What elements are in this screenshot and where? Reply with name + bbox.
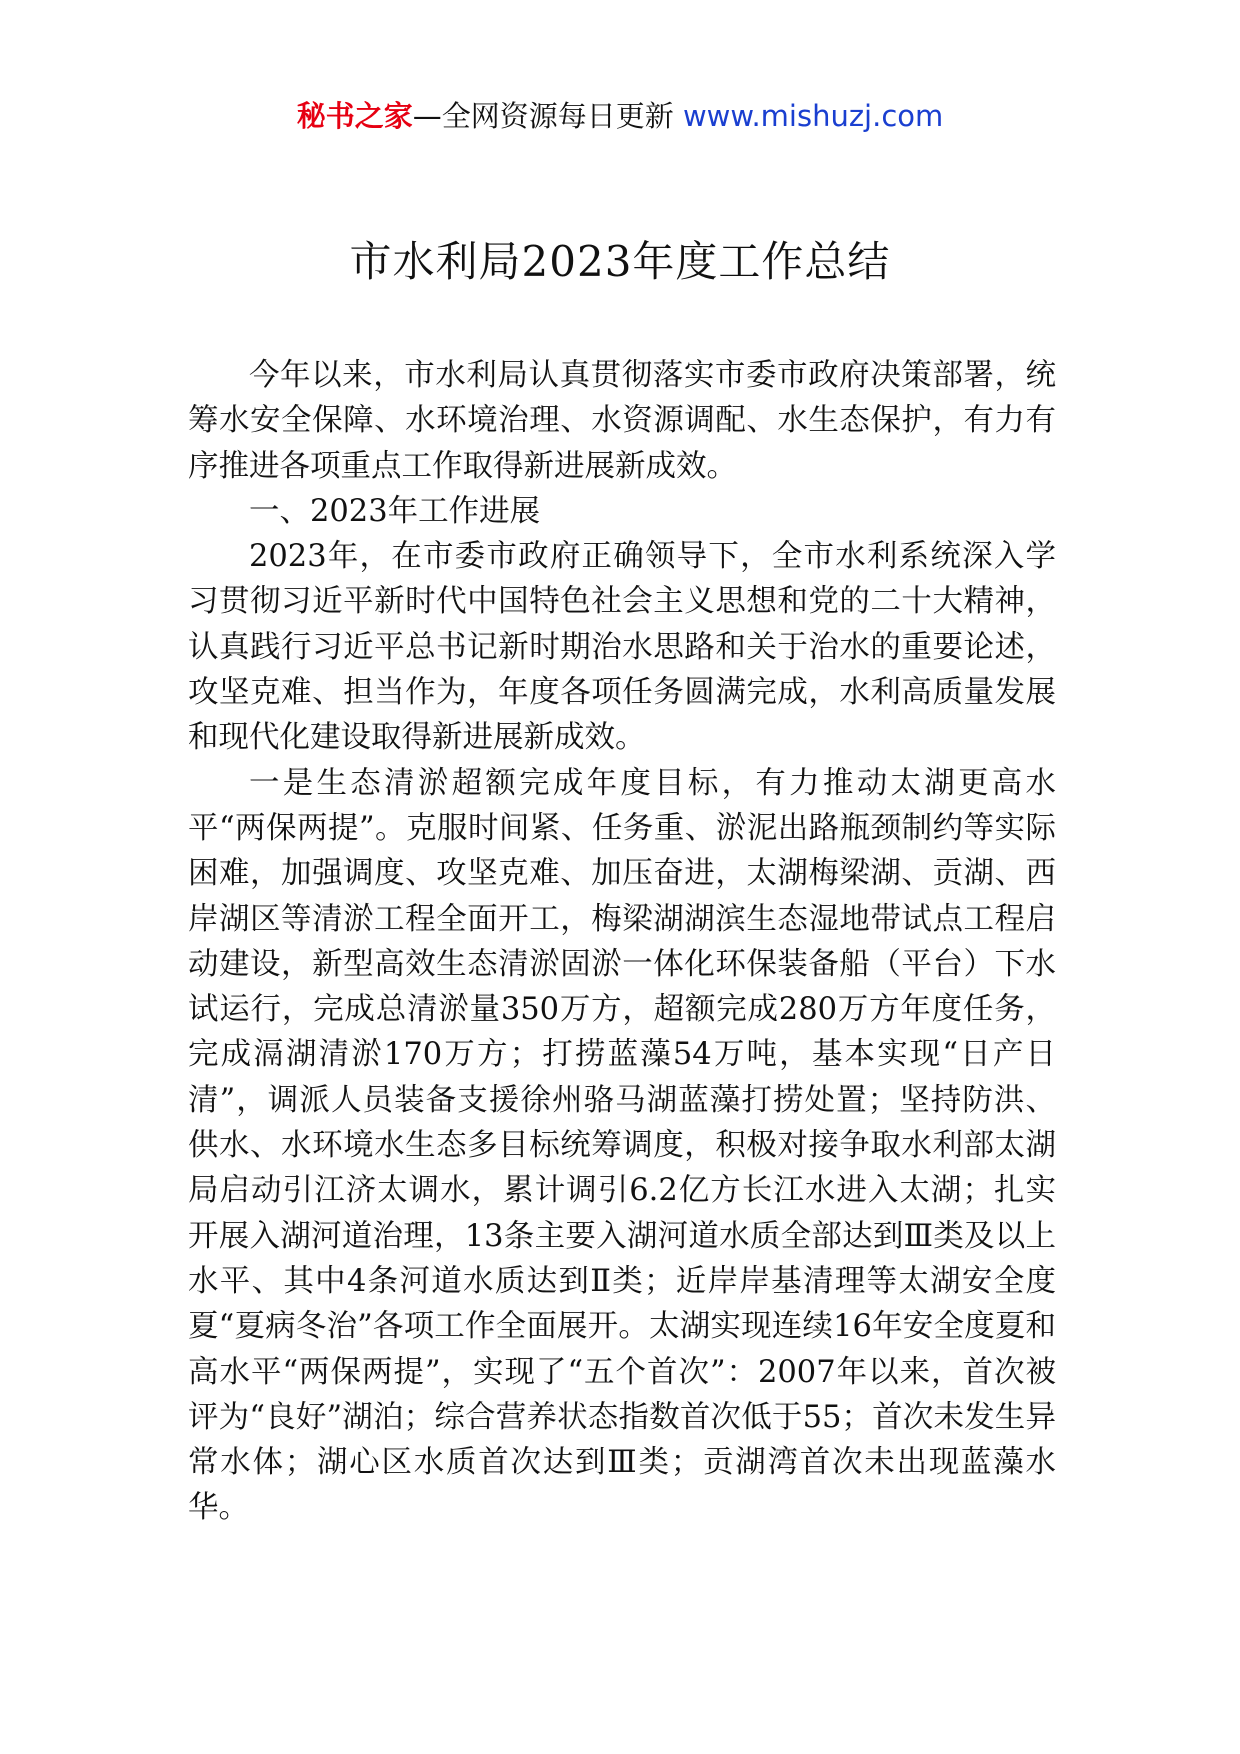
section-heading: 一、2023年工作进展: [249, 493, 541, 529]
document-body: [188, 353, 1056, 1531]
site-header: [0, 96, 1240, 136]
brand-name: 秘书之家: [296, 99, 413, 133]
site-tagline: —全网资源每日更新: [412, 99, 683, 133]
paragraph-item-one: 一是生态清淤超额完成年度目标，有力推动太湖更高水平“两保两提”。克服时间紧、任务重、淤泥出路瓶颈制约等实际困难，加强调度、攻坚克难、加压奋进，太湖梅梁湖、贡湖、西岸湖区等清淤工程全面开工，梅梁湖湖滨生态湿地带试点工程启动建设，新型高效生态清淤固淤一体化环保装备船（平台）下水试运行，完成总清淤量350万方，超额完成280万方年度任务，完成滆湖清淤170万方；打捞蓝藻54万吨，基本实现“日产日清”，调派人员装备支援徐州骆马湖蓝藻打捞处置；坚持防洪、供水、水环境水生态多目标统筹调度，积极对接争取水利部太湖局启动引江济太调水，累计调引6.2亿方长江水进入太湖；扎实开展入湖河道治理，13条主要入湖河道水质全部达到Ⅲ类及以上水平、其中4条河道水质达到Ⅱ类；近岸岸基清理等太湖安全度夏“夏病冬治”各项工作全面展开。太湖实现连续16年安全度夏和高水平“两保两提”，实现了“五个首次”：2007年以来，首次被评为“良好”湖泊；综合营养状态指数首次低于55；首次未发生异常水体；湖心区水质首次达到Ⅲ类；贡湖湾首次未出现蓝藻水华。: [188, 765, 1056, 1526]
paragraph-intro: 今年以来，市水利局认真贯彻落实市委市政府决策部署，统筹水安全保障、水环境治理、水资源调配、水生态保护，有力有序推进各项重点工作取得新进展新成效。: [188, 358, 1056, 484]
document-title: 市水利局2023年度工作总结: [349, 237, 891, 286]
site-url-link[interactable]: www.mishuzj.com: [682, 99, 944, 133]
paragraph-overview: 2023年，在市委市政府正确领导下，全市水利系统深入学习贯彻习近平新时代中国特色社会主义思想和党的二十大精神，认真践行习近平总书记新时期治水思路和关于治水的重要论述，攻坚克难、担当作为，年度各项任务圆满完成，水利高质量发展和现代化建设取得新进展新成效。: [188, 539, 1056, 756]
